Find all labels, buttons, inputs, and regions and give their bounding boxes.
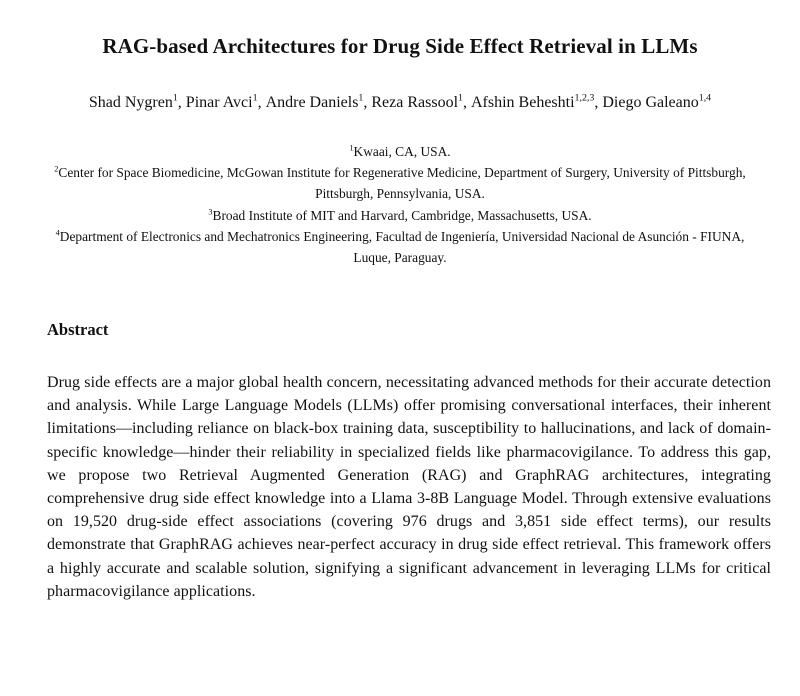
affiliation-marker: 1 bbox=[349, 143, 354, 153]
author-list bbox=[50, 92, 750, 113]
author-separator: , bbox=[177, 94, 186, 111]
author-affiliation-marker: 1 bbox=[252, 92, 258, 104]
affiliation bbox=[40, 162, 760, 204]
author-name: Pinar Avci bbox=[185, 94, 253, 111]
paper-title: RAG-based Architectures for Drug Side Effect Retrieval in LLMs bbox=[102, 34, 698, 58]
author-name: Reza Rassool bbox=[371, 94, 459, 111]
affiliation-text: Center for Space Biomedicine, McGowan Institute for Regenerative Medicine, Department of Surgery, University of Pittsburgh, Pittsburgh, Pennsylvania, USA. bbox=[58, 165, 746, 201]
affiliation-text: Kwaai, CA, USA. bbox=[353, 144, 451, 159]
affiliation-marker: 3 bbox=[208, 207, 213, 217]
affiliation bbox=[40, 226, 760, 268]
affiliation-text: Department of Electronics and Mechatronics Engineering, Facultad de Ingeniería, Universidad Nacional de Asunción - FIUNA, Luque, Paraguay. bbox=[59, 229, 745, 265]
author-separator: , bbox=[363, 94, 372, 111]
author-name: Shad Nygren bbox=[88, 94, 173, 111]
author-affiliation-marker: 1 bbox=[172, 92, 178, 104]
abstract-body: Drug side effects are a major global health concern, necessitating advanced methods for their accurate detection and analysis. While Large Language Models (LLMs) offer promising conversational interfaces, their inherent limitations—including reliance on black-box training data, susceptibility to hallucinations, and lack of domain-specific knowledge—hinder their reliability in specialized fields like pharmacovigilance. To address this gap, we propose two Retrieval Augmented Generation (RAG) and GraphRAG architectures, integrating comprehensive drug side effect knowledge into a Llama 3-8B Language Model. Through extensive evaluations on 19,520 drug-side effect associations (covering 976 drugs and 3,851 side effect terms), our results demonstrate that GraphRAG achieves near-perfect accuracy in drug side effect retrieval. This framework offers a highly accurate and scalable solution, signifying a significant advancement in leveraging LLMs for critical pharmacovigilance applications. bbox=[47, 374, 771, 600]
author-name: Afshin Beheshti bbox=[470, 94, 575, 111]
affiliation bbox=[40, 141, 760, 162]
author bbox=[266, 94, 372, 111]
author-affiliation-marker: 1,2,3 bbox=[574, 92, 595, 104]
author-affiliation-marker: 1,4 bbox=[698, 92, 712, 104]
affiliation-marker: 4 bbox=[55, 228, 60, 238]
author-separator: , bbox=[594, 94, 603, 111]
author-affiliation-marker: 1 bbox=[358, 92, 364, 104]
author-separator: , bbox=[462, 94, 471, 111]
author-name: Diego Galeano bbox=[602, 94, 699, 111]
author bbox=[471, 94, 602, 111]
affiliation-marker: 2 bbox=[54, 164, 59, 174]
affiliation-text: Broad Institute of MIT and Harvard, Cambridge, Massachusetts, USA. bbox=[212, 208, 592, 223]
author bbox=[186, 94, 266, 111]
author bbox=[371, 94, 471, 111]
abstract-heading: Abstract bbox=[47, 320, 109, 339]
author-affiliation-marker: 1 bbox=[458, 92, 463, 104]
author bbox=[89, 94, 186, 111]
author bbox=[602, 94, 711, 111]
author-separator: , bbox=[257, 94, 266, 111]
author-name: Andre Daniels bbox=[265, 94, 359, 111]
affiliation bbox=[40, 205, 760, 226]
